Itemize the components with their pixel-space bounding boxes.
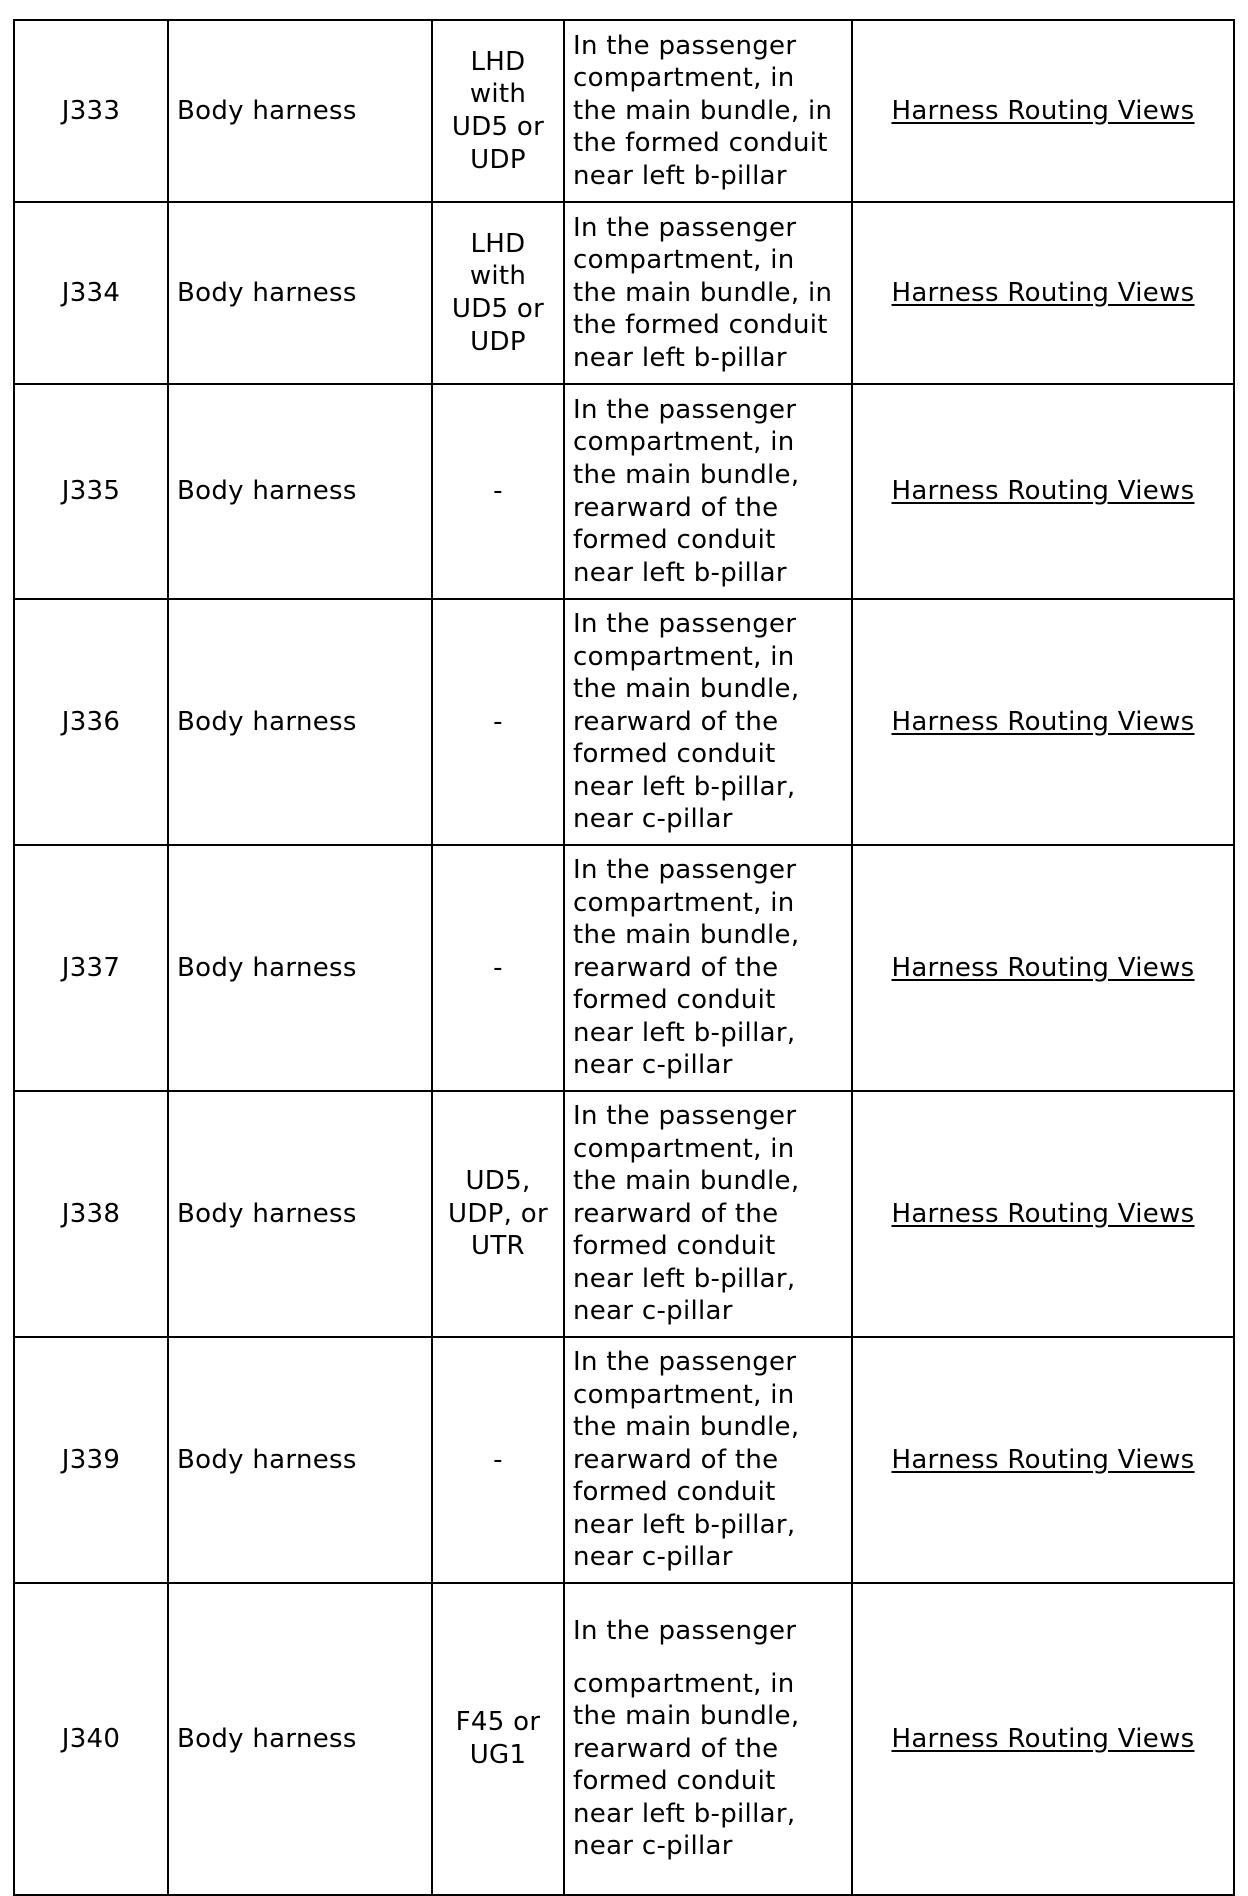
location-line: compartment, in — [573, 887, 795, 918]
location-line: formed conduit — [573, 1766, 776, 1797]
table-row — [14, 20, 1234, 202]
location-line: the main bundle, — [573, 674, 800, 705]
condition-line: - — [493, 1444, 503, 1475]
harness-name: Body harness — [168, 1337, 432, 1583]
location-line: near left b-pillar, — [573, 1798, 796, 1829]
harness-name: Body harness — [168, 202, 432, 384]
connector-id: J333 — [14, 20, 168, 202]
harness-routing-views-link[interactable]: Harness Routing Views — [891, 1444, 1195, 1475]
location-line: the formed conduit — [573, 128, 828, 159]
harness-name: Body harness — [168, 384, 432, 599]
harness-routing-views-link[interactable]: Harness Routing Views — [891, 952, 1195, 983]
location-line: near c-pillar — [573, 1296, 733, 1327]
condition-line: UTR — [471, 1231, 525, 1262]
location-line: the main bundle, in — [573, 95, 833, 126]
location-line: near left b-pillar, — [573, 1263, 796, 1294]
condition-cell — [432, 845, 564, 1091]
location-line: compartment, in — [573, 1133, 795, 1164]
table-row — [14, 599, 1234, 845]
location-cell — [564, 202, 852, 384]
condition-line: UDP, or — [448, 1198, 548, 1229]
location-line: rearward of the — [573, 1198, 779, 1229]
table-row — [14, 1091, 1234, 1337]
condition-line: F45 or — [455, 1707, 541, 1738]
location-line: compartment, in — [573, 641, 795, 672]
location-line: near left b-pillar, — [573, 1017, 796, 1048]
connector-id: J340 — [14, 1583, 168, 1895]
location-line: formed conduit — [573, 525, 776, 556]
location-cell — [564, 384, 852, 599]
location-line: In the passenger — [573, 1100, 797, 1131]
location-cell — [564, 1091, 852, 1337]
condition-line: with — [469, 261, 527, 292]
location-line: In the passenger — [573, 394, 797, 425]
location-cell — [564, 599, 852, 845]
location-line: formed conduit — [573, 739, 776, 770]
table-row — [14, 845, 1234, 1091]
location-cell — [564, 20, 852, 202]
location-line: the formed conduit — [573, 310, 828, 341]
location-line: near c-pillar — [573, 1831, 733, 1862]
spacer — [573, 1648, 843, 1668]
connector-id: J337 — [14, 845, 168, 1091]
connector-table — [13, 19, 1235, 1896]
location-line: In the passenger — [573, 1615, 797, 1646]
condition-line: UD5, — [465, 1166, 531, 1197]
condition-line: LHD — [470, 228, 526, 259]
condition-line: with — [469, 79, 527, 110]
location-line: In the passenger — [573, 1346, 797, 1377]
location-line: the main bundle, — [573, 1701, 800, 1732]
location-line: the main bundle, — [573, 1412, 800, 1443]
harness-routing-views-link[interactable]: Harness Routing Views — [891, 1723, 1195, 1754]
location-line: rearward of the — [573, 952, 779, 983]
condition-cell — [432, 599, 564, 845]
routing-link-cell — [852, 202, 1234, 384]
location-line: near left b-pillar, — [573, 1509, 796, 1540]
location-line: the main bundle, — [573, 1166, 800, 1197]
condition-line: UD5 or — [451, 112, 545, 142]
routing-link-cell — [852, 1337, 1234, 1583]
location-line: the main bundle, in — [573, 277, 833, 308]
location-line: near c-pillar — [573, 1542, 733, 1573]
connector-id: J336 — [14, 599, 168, 845]
location-line: compartment, in — [573, 1379, 795, 1410]
harness-name: Body harness — [168, 845, 432, 1091]
location-line: rearward of the — [573, 492, 779, 523]
condition-line: - — [493, 476, 503, 507]
condition-cell — [432, 1091, 564, 1337]
harness-routing-views-link[interactable]: Harness Routing Views — [891, 1198, 1195, 1229]
condition-cell — [432, 384, 564, 599]
condition-line: UDP — [470, 326, 526, 357]
condition-cell — [432, 1583, 564, 1895]
table-row — [14, 202, 1234, 384]
location-line: near left b-pillar — [573, 160, 787, 191]
connector-id: J334 — [14, 202, 168, 384]
harness-name: Body harness — [168, 1583, 432, 1895]
condition-line: LHD — [470, 46, 526, 77]
location-line: formed conduit — [573, 1231, 776, 1262]
location-line: In the passenger — [573, 212, 797, 243]
routing-link-cell — [852, 1091, 1234, 1337]
connector-id: J338 — [14, 1091, 168, 1337]
condition-cell — [432, 20, 564, 202]
location-line: In the passenger — [573, 30, 797, 61]
condition-line: UDP — [470, 144, 526, 175]
location-cell — [564, 1583, 852, 1895]
location-line: near left b-pillar, — [573, 771, 796, 802]
condition-line: UD5 or — [451, 294, 545, 324]
location-line: rearward of the — [573, 706, 779, 737]
harness-routing-views-link[interactable]: Harness Routing Views — [891, 706, 1195, 737]
location-cell — [564, 1337, 852, 1583]
condition-cell — [432, 1337, 564, 1583]
table-row — [14, 1583, 1234, 1895]
routing-link-cell — [852, 1583, 1234, 1895]
connector-id: J335 — [14, 384, 168, 599]
location-line: near left b-pillar — [573, 557, 787, 588]
harness-routing-views-link[interactable]: Harness Routing Views — [891, 476, 1195, 507]
location-line: formed conduit — [573, 985, 776, 1016]
location-line: near c-pillar — [573, 804, 733, 835]
location-line: near c-pillar — [573, 1050, 733, 1081]
condition-line: - — [493, 952, 503, 983]
location-cell — [564, 845, 852, 1091]
condition-cell — [432, 202, 564, 384]
harness-name: Body harness — [168, 1091, 432, 1337]
location-line: formed conduit — [573, 1477, 776, 1508]
location-line: near left b-pillar — [573, 342, 787, 373]
routing-link-cell — [852, 845, 1234, 1091]
harness-routing-views-link[interactable]: Harness Routing Views — [891, 95, 1195, 126]
location-line: rearward of the — [573, 1733, 779, 1764]
table-row — [14, 1337, 1234, 1583]
location-line: rearward of the — [573, 1444, 779, 1475]
location-line: compartment, in — [573, 245, 795, 276]
location-line: the main bundle, — [573, 920, 800, 951]
routing-link-cell — [852, 384, 1234, 599]
location-line: the main bundle, — [573, 459, 800, 490]
location-line: In the passenger — [573, 854, 797, 885]
routing-link-cell — [852, 20, 1234, 202]
location-line: compartment, in — [573, 427, 795, 458]
connector-id: J339 — [14, 1337, 168, 1583]
location-line: compartment, in — [573, 1668, 795, 1699]
harness-routing-views-link[interactable]: Harness Routing Views — [891, 277, 1195, 308]
location-line: In the passenger — [573, 608, 797, 639]
table-row — [14, 384, 1234, 599]
harness-name: Body harness — [168, 599, 432, 845]
condition-line: UG1 — [469, 1740, 527, 1770]
routing-link-cell — [852, 599, 1234, 845]
condition-line: - — [493, 706, 503, 737]
location-line: compartment, in — [573, 63, 795, 94]
harness-name: Body harness — [168, 20, 432, 202]
